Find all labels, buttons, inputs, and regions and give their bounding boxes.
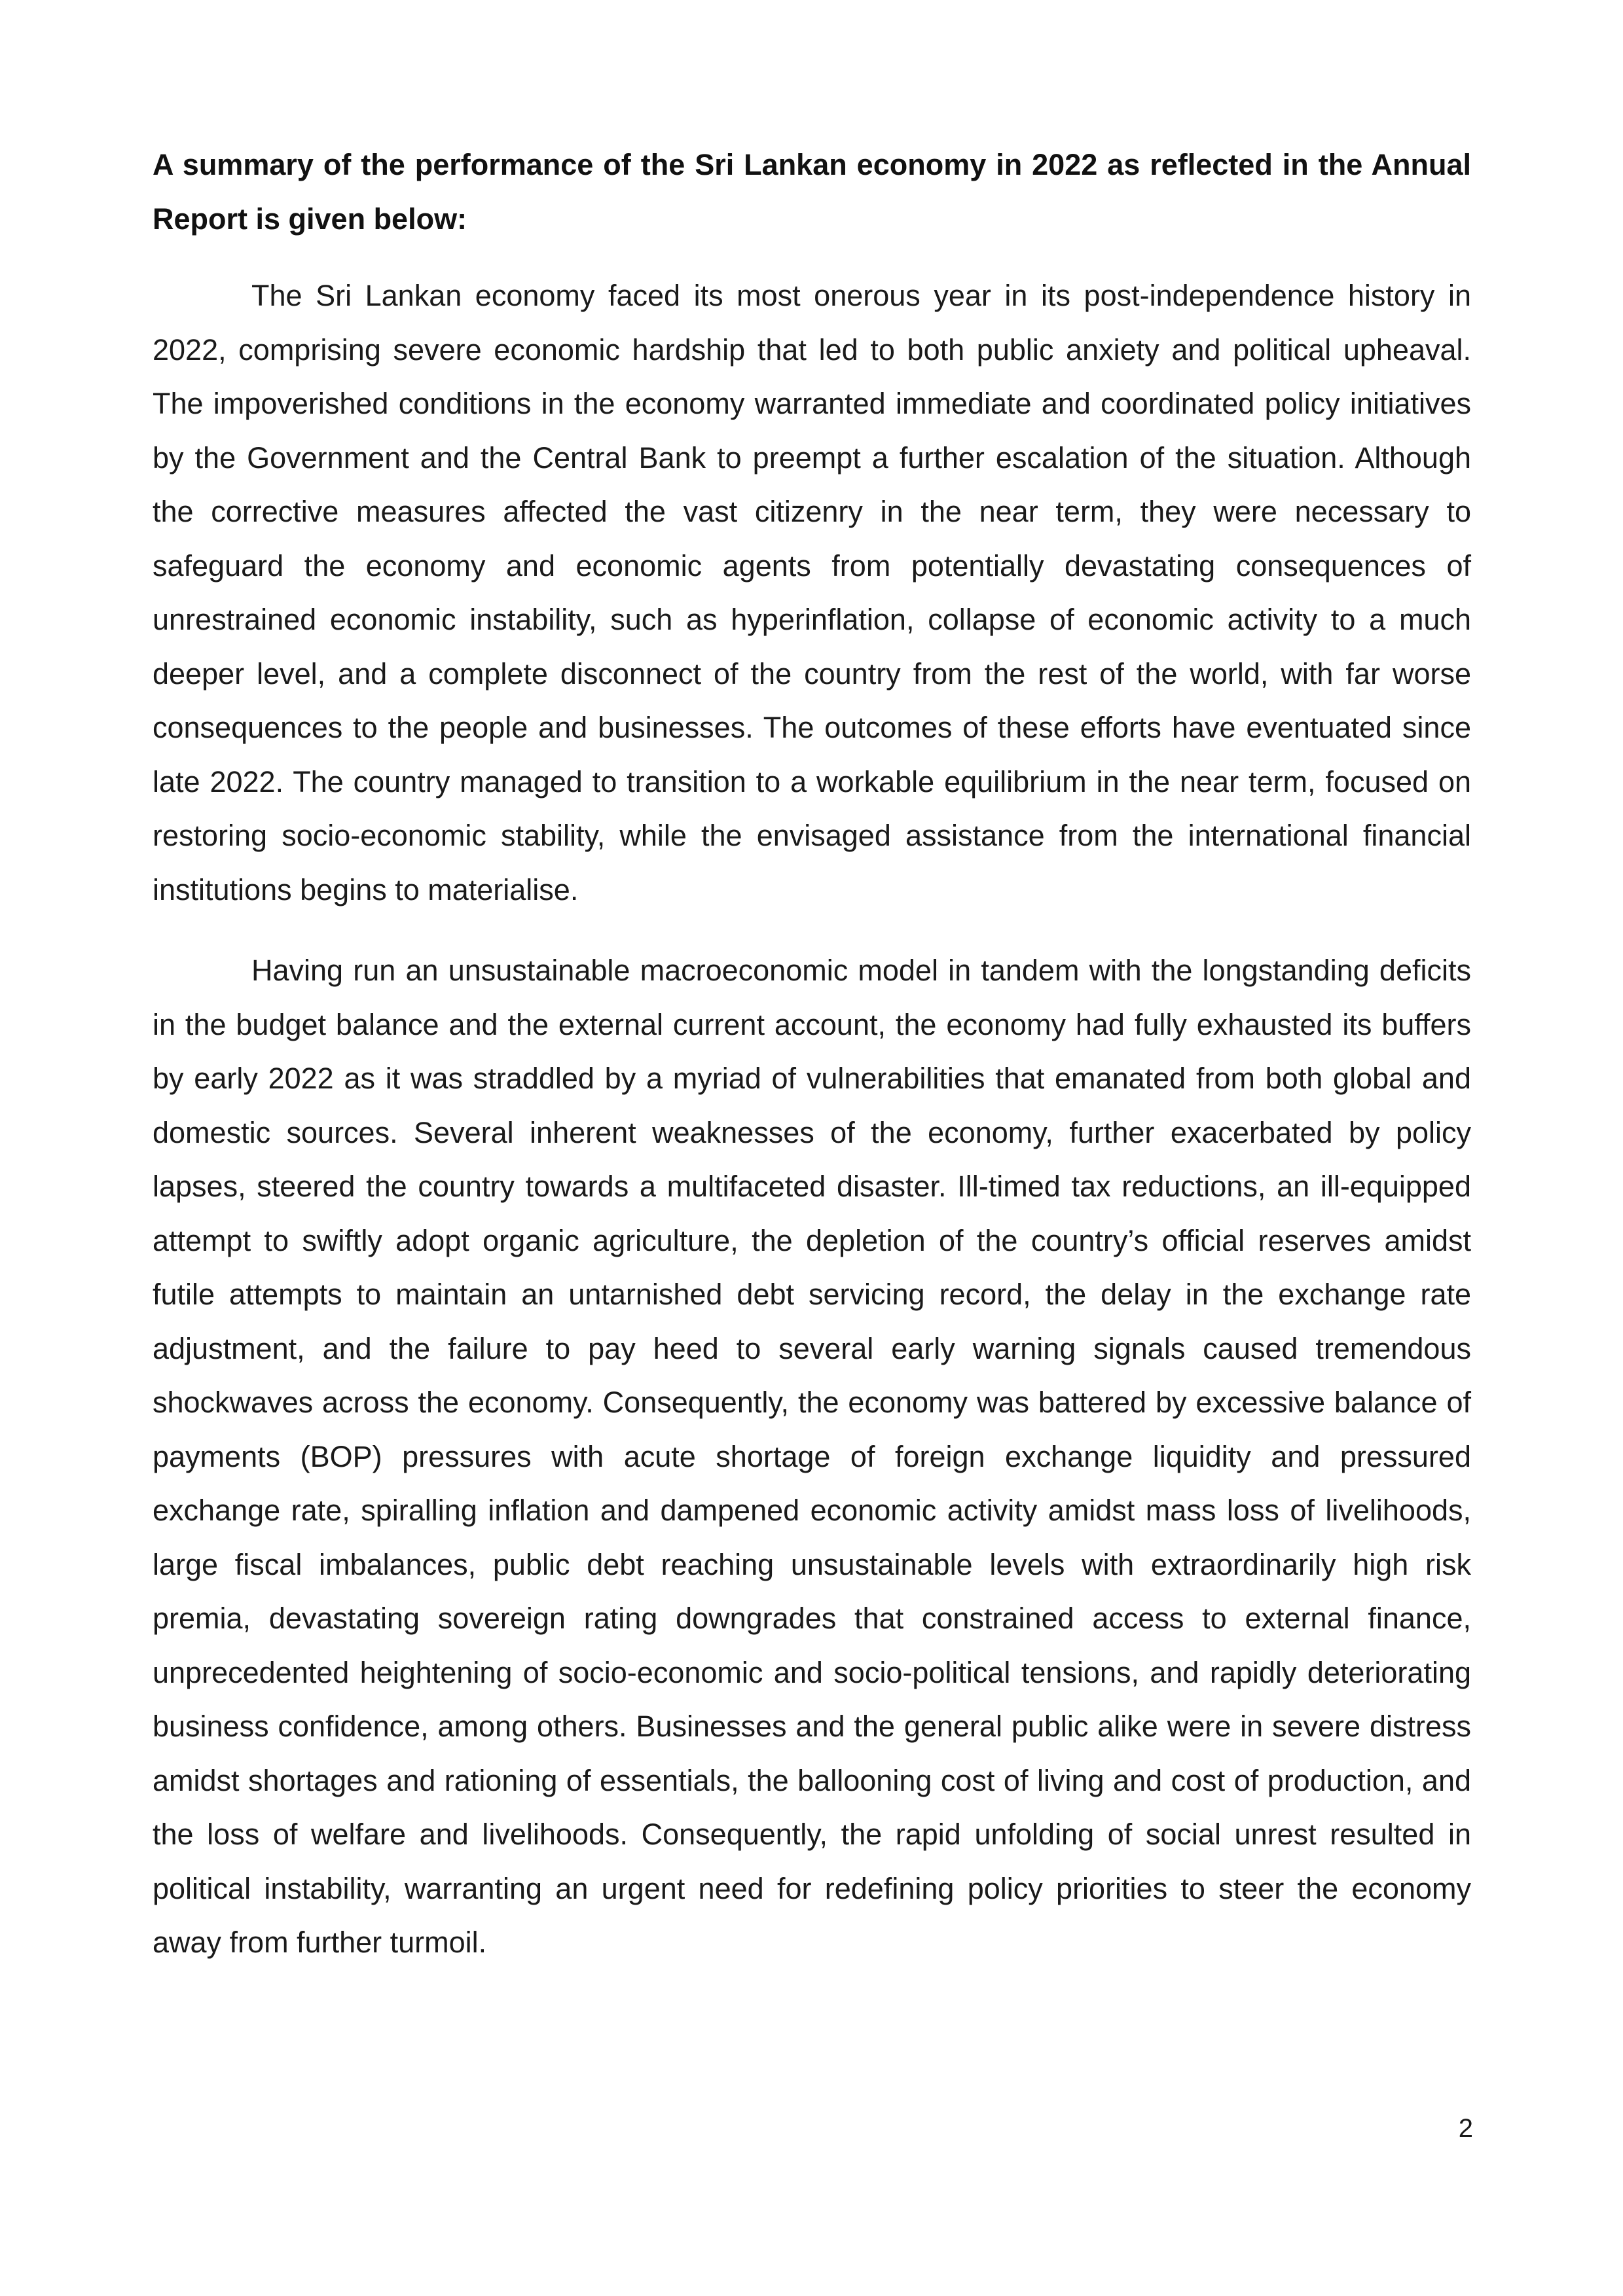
paragraph-macroeconomic-vulnerabilities: Having run an unsustainable macroeconomic model in tandem with the longstanding deficits in the budget balance and the external current account, the economy had fully exhausted its buffers by early 2022 as it was straddled by a myriad of vulnerabilities that emanated from both global and domestic sources. Several inherent weaknesses of the economy, further exacerbated by policy lapses, steered the country towards a multifaceted disaster. Ill-timed tax reductions, an ill-equipped attempt to swiftly adopt organic agriculture, the depletion of the country’s official reserves amidst futile attempts to maintain an untarnished debt servicing record, the delay in the exchange rate adjustment, and the failure to pay heed to several early warning signals caused tremendous shockwaves across the economy. Consequently, the economy was battered by excessive balance of payments (BOP) pressures with acute shortage of foreign exchange liquidity and pressured exchange rate, spiralling inflation and dampened economic activity amidst mass loss of livelihoods, large fiscal imbalances, public debt reaching unsustainable levels with extraordinarily high risk premia, devastating sovereign rating downgrades that constrained access to external finance, unprecedented heightening of socio-economic and socio-political tensions, and rapidly deteriorating business confidence, among others. Businesses and the general public alike were in severe distress amidst shortages and rationing of essentials, the ballooning cost of living and cost of production, and the loss of welfare and livelihoods. Consequently, the rapid unfolding of social unrest resulted in political instability, warranting an urgent need for redefining policy priorities to steer the economy away from further turmoil. <box>153 954 1471 1959</box>
summary-heading: A summary of the performance of the Sri Lankan economy in 2022 as reflected in the Annual Report is given below: <box>153 148 1471 236</box>
paragraph-economic-hardship: The Sri Lankan economy faced its most onerous year in its post-independence history in 2022, comprising severe economic hardship that led to both public anxiety and political upheaval. The impoverished conditions in the economy warranted immediate and coordinated policy initiatives by the Government and the Central Bank to preempt a further escalation of the situation. Although the corrective measures affected the vast citizenry in the near term, they were necessary to safeguard the economy and economic agents from potentially devastating consequences of unrestrained economic instability, such as hyperinflation, collapse of economic activity to a much deeper level, and a complete disconnect of the country from the rest of the world, with far worse consequences to the people and businesses. The outcomes of these efforts have eventuated since late 2022. The country managed to transition to a workable equilibrium in the near term, focused on restoring socio-economic stability, while the envisaged assistance from the international financial institutions begins to materialise. <box>153 279 1471 906</box>
page-body <box>153 137 1471 1970</box>
page-number: 2 <box>1458 2114 1473 2143</box>
